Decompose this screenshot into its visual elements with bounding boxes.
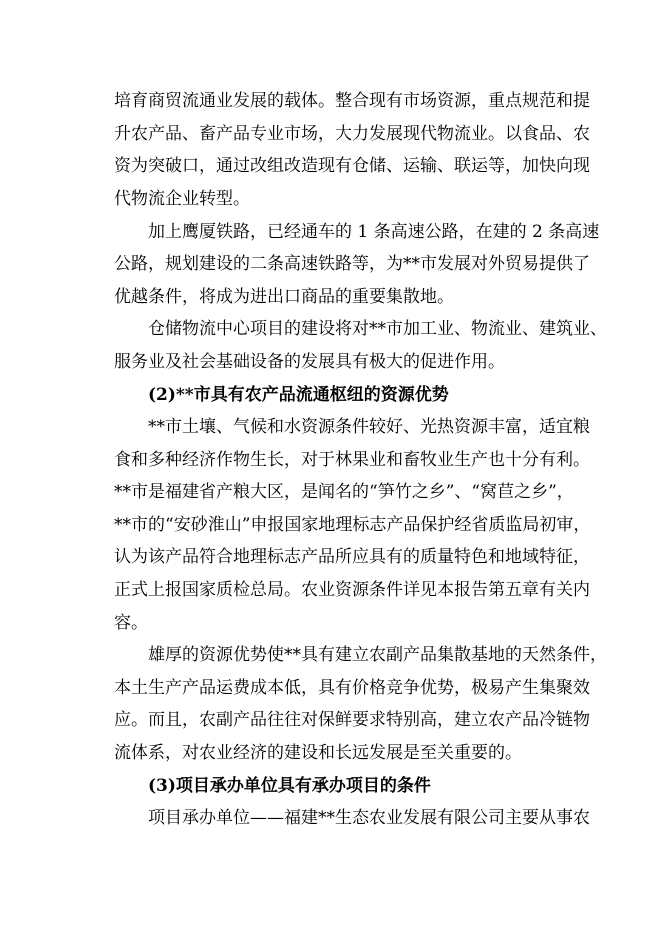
paragraph-4-line-2: 食和多种经济作物生长，对于林果业和畜牧业生产也十分有利。 — [114, 450, 590, 470]
paragraph-2-line-3: 优越条件，将成为进出口商品的重要集散地。 — [114, 287, 454, 307]
paragraph-2-line-2: 公路，规划建设的二条高速铁路等，为**市发展对外贸易提供了 — [114, 254, 590, 274]
paragraph-1-line-2: 升农产品、畜产品专业市场，大力发展现代物流业。以食品、农 — [114, 124, 590, 144]
paragraph-6-line-1: 项目承办单位——福建**生态农业发展有限公司主要从事农 — [148, 808, 590, 828]
paragraph-5-line-2: 本土生产产品运费成本低，具有价格竞争优势，极易产生集聚效 — [114, 678, 590, 698]
paragraph-4-line-3: **市是福建省产粮大区，是闻名的“笋竹之乡”、“窝苣之乡”， — [114, 482, 574, 502]
paragraph-3-line-1: 仓储物流中心项目的建设将对**市加工业、物流业、建筑业、 — [148, 319, 607, 339]
paragraph-5-line-1: 雄厚的资源优势使**具有建立农副产品集散基地的天然条件， — [148, 645, 607, 665]
paragraph-2-line-1: 加上鹰厦铁路，已经通车的 1 条高速公路，在建的 2 条高速 — [148, 222, 600, 242]
paragraph-4-line-5: 认为该产品符合地理标志产品所应具有的质量特色和地域特征， — [114, 547, 590, 567]
paragraph-1-line-3: 资为突破口，通过改组改造现有仓储、运输、联运等，加快向现 — [114, 156, 590, 176]
section-heading-2: (2)**市具有农产品流通枢纽的资源优势 — [148, 385, 449, 405]
paragraph-4-line-7: 容。 — [114, 613, 148, 633]
paragraph-4-line-1: **市土壤、气候和水资源条件较好、光热资源丰富，适宜粮 — [148, 417, 590, 437]
paragraph-4-line-4: **市的“安砂淮山”申报国家地理标志产品保护经省质监局初审， — [114, 515, 591, 535]
paragraph-5-line-3: 应。而且，农副产品往往对保鲜要求特别高，建立农产品冷链物 — [114, 710, 590, 730]
paragraph-1-line-1: 培育商贸流通业发展的载体。整合现有市场资源，重点规范和提 — [114, 91, 590, 111]
paragraph-3-line-2: 服务业及社会基础设备的发展具有极大的促进作用。 — [114, 352, 505, 372]
paragraph-4-line-6: 正式上报国家质检总局。农业资源条件详见本报告第五章有关内 — [114, 580, 590, 600]
paragraph-5-line-4: 流体系，对农业经济的建设和长远发展是至关重要的。 — [114, 743, 522, 763]
section-heading-3: (3)项目承办单位具有承办项目的条件 — [148, 776, 431, 796]
paragraph-1-line-4: 代物流企业转型。 — [114, 189, 250, 209]
